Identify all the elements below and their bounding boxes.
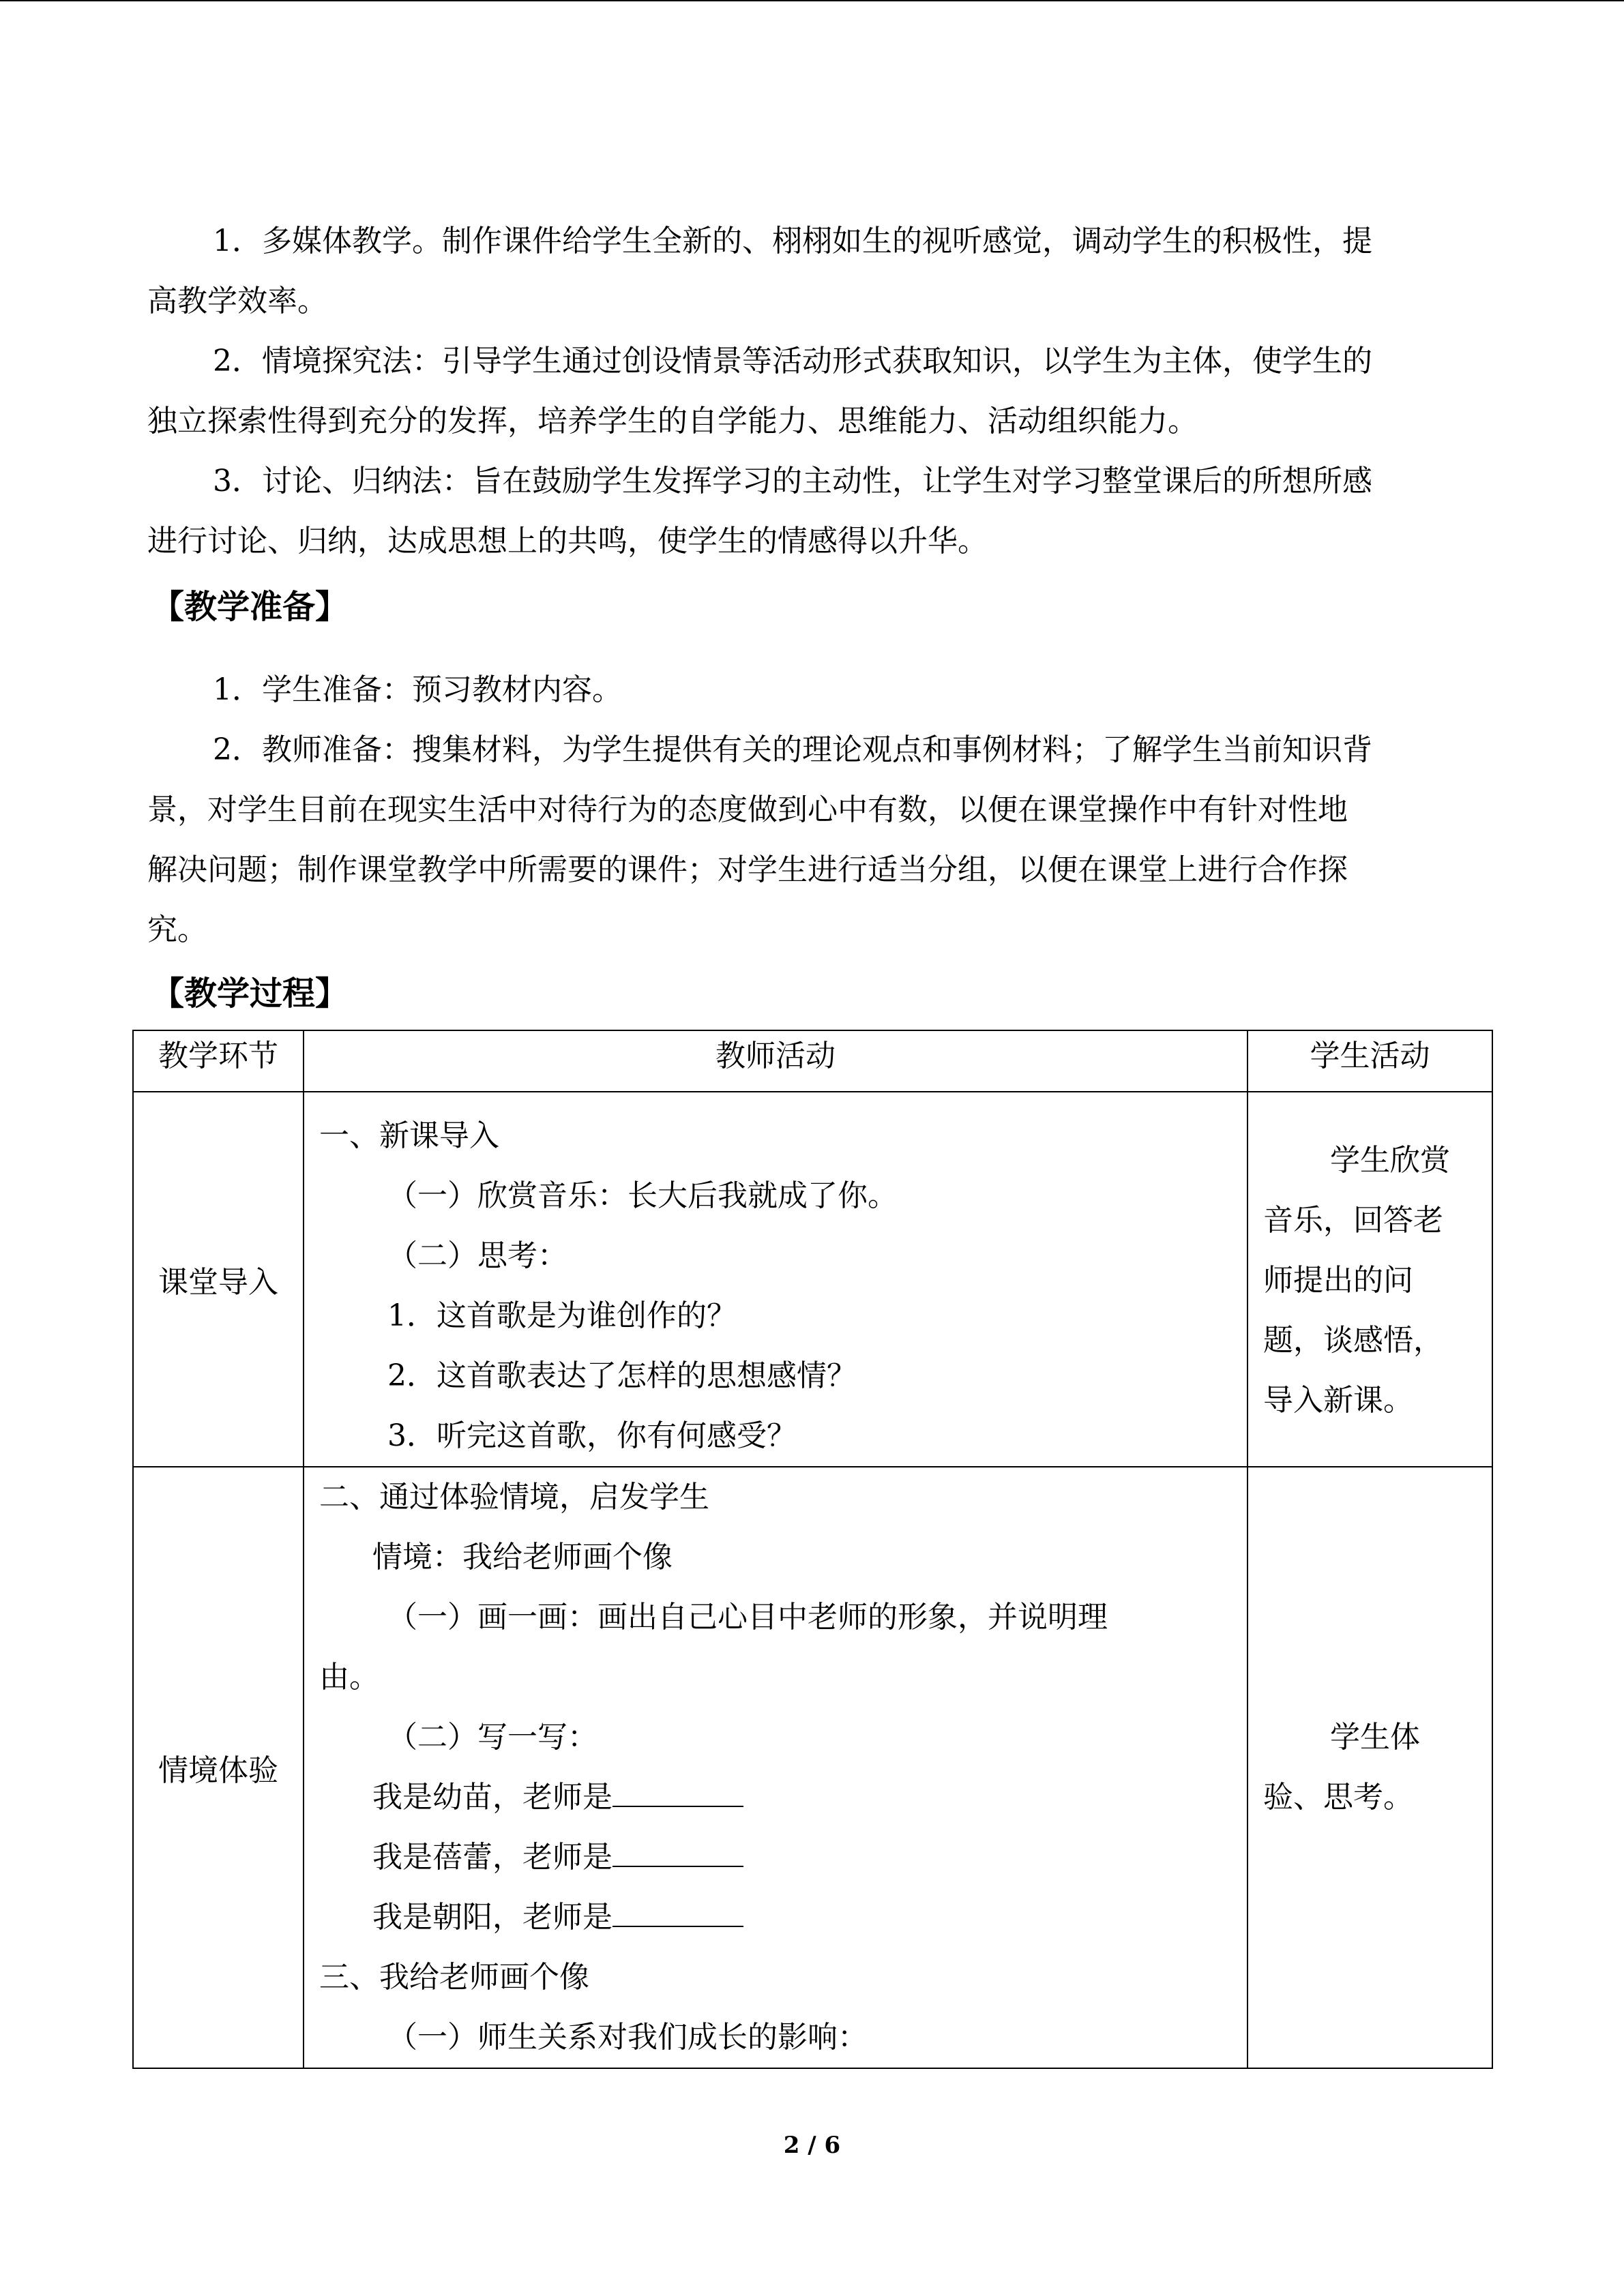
preparation-heading: 【教学准备】 [151, 588, 349, 626]
preparation-item-2-line-4: 究。 [147, 912, 207, 947]
student-activity-cell [1247, 1092, 1492, 1467]
method-1-line-2: 高教学效率。 [147, 284, 327, 318]
teacher-line: 一、新课导入 [319, 1118, 499, 1153]
teacher-line: 2．这首歌表达了怎样的思想感情？ [387, 1358, 857, 1393]
answer-blank [612, 1838, 743, 1867]
preparation-item-2-line-1: 2．教师准备：搜集材料，为学生提供有关的理论观点和事例材料；了解学生当前知识背 [213, 732, 1372, 767]
student-activity-cell [1247, 1467, 1492, 2068]
preparation-item-1: 1．学生准备：预习教材内容。 [213, 672, 622, 707]
teacher-activity-cell [304, 1467, 1247, 2068]
answer-blank [612, 1898, 743, 1927]
fill-blank-line: 我是幼苗，老师是 [304, 1768, 1247, 1828]
preparation-item-2-line-3: 解决问题；制作课堂教学中所需要的课件；对学生进行适当分组，以便在课堂上进行合作探 [147, 852, 1348, 887]
header-teacher-activity: 教师活动 [304, 1030, 1247, 1092]
section-cell: 课堂导入 [133, 1092, 304, 1467]
teacher-line: 3．听完这首歌，你有何感受？ [387, 1418, 797, 1453]
teacher-line: 三、我给老师画个像 [319, 1960, 589, 1995]
table-header-row [133, 1030, 1492, 1092]
method-2-line-2: 独立探索性得到充分的发挥，培养学生的自学能力、思维能力、活动组织能力。 [147, 404, 1198, 438]
student-line: 师提出的问 [1263, 1263, 1413, 1298]
method-3-line-2: 进行讨论、归纳，达成思想上的共鸣，使学生的情感得以升华。 [147, 524, 988, 558]
fill-blank-line: 我是蓓蕾，老师是 [304, 1828, 1247, 1888]
answer-blank [612, 1778, 743, 1807]
teaching-process-table [132, 1030, 1493, 2069]
teacher-activity-cell [304, 1092, 1247, 1467]
teacher-line: 情境：我给老师画个像 [372, 1540, 673, 1575]
method-2-line-1: 2．情境探究法：引导学生通过创设情景等活动形式获取知识，以学生为主体，使学生的 [213, 344, 1372, 378]
student-line: 题，谈感悟， [1263, 1323, 1443, 1358]
method-1-line-1: 1．多媒体教学。制作课件给学生全新的、栩栩如生的视听感觉，调动学生的积极性，提 [213, 224, 1372, 258]
teacher-line: 由。 [319, 1660, 379, 1695]
page-number: 2 / 6 [783, 2132, 841, 2159]
teacher-line: （二）写一写： [387, 1720, 597, 1755]
teacher-line: （一）师生关系对我们成长的影响： [387, 2020, 868, 2055]
student-line: 验、思考。 [1263, 1780, 1413, 1815]
fill-blank-line: 我是朝阳，老师是 [304, 1888, 1247, 1948]
header-student-activity: 学生活动 [1247, 1030, 1492, 1092]
student-line: 学生体 [1330, 1720, 1420, 1755]
teacher-line: （一）欣赏音乐：长大后我就成了你。 [387, 1178, 898, 1213]
teacher-line: （一）画一画：画出自己心目中老师的形象，并说明理 [387, 1600, 1108, 1635]
table-row [133, 1467, 1492, 2068]
student-line: 导入新课。 [1263, 1383, 1413, 1418]
process-heading: 【教学过程】 [151, 974, 349, 1013]
student-line: 音乐，回答老 [1263, 1203, 1443, 1238]
section-cell: 情境体验 [133, 1467, 304, 2068]
teacher-line: 1．这首歌是为谁创作的？ [387, 1298, 737, 1333]
table-row [133, 1092, 1492, 1467]
teacher-line: 二、通过体验情境，启发学生 [319, 1480, 709, 1515]
header-section: 教学环节 [133, 1030, 304, 1092]
method-3-line-1: 3．讨论、归纳法：旨在鼓励学生发挥学习的主动性，让学生对学习整堂课后的所想所感 [213, 464, 1372, 498]
teacher-line: （二）思考： [387, 1238, 567, 1273]
student-line: 学生欣赏 [1330, 1143, 1450, 1178]
preparation-item-2-line-2: 景，对学生目前在现实生活中对待行为的态度做到心中有数，以便在课堂操作中有针对性地 [147, 792, 1348, 827]
